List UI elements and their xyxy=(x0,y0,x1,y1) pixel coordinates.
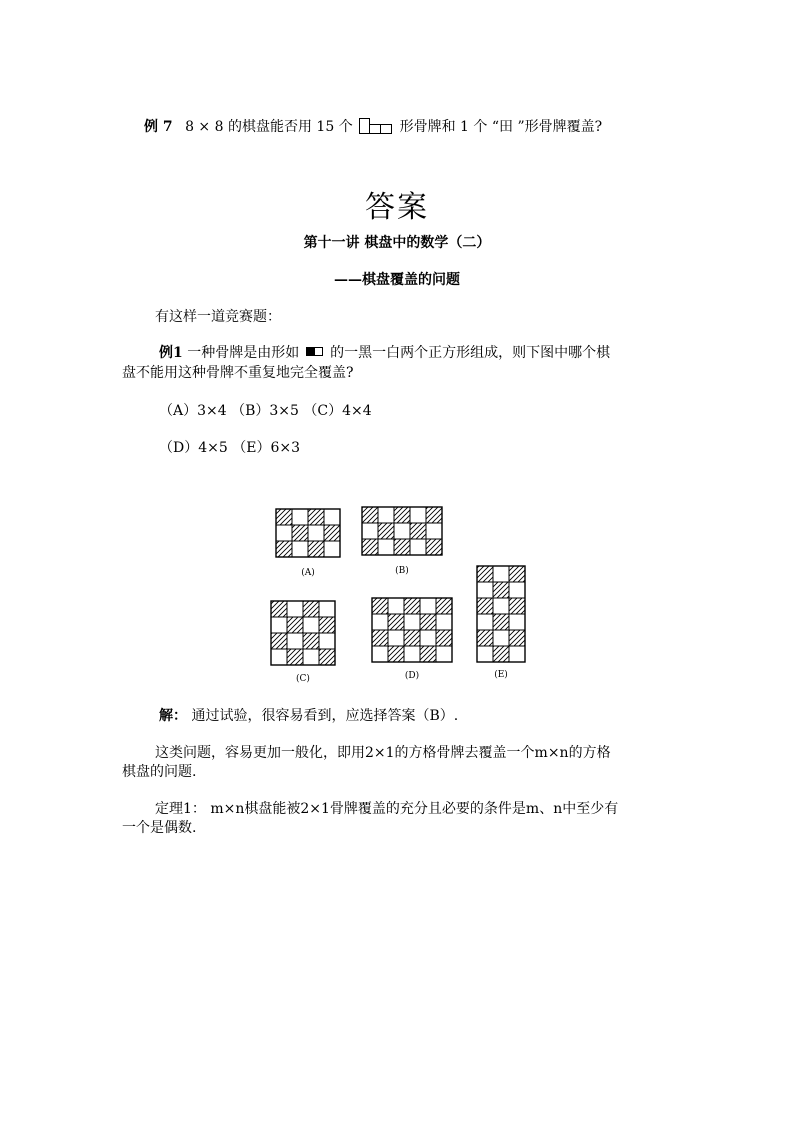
board-cell xyxy=(271,617,287,633)
board-cell xyxy=(404,630,420,646)
board-cell xyxy=(436,630,452,646)
board-border xyxy=(362,507,442,555)
board-cell xyxy=(410,539,426,555)
board-cell xyxy=(436,614,452,630)
board-cell xyxy=(426,507,442,523)
board-cell xyxy=(493,582,509,598)
board-cell xyxy=(477,614,493,630)
board-cell xyxy=(292,509,308,525)
board-cell xyxy=(404,614,420,630)
board-border xyxy=(276,509,340,557)
board-cell xyxy=(378,523,394,539)
board-caption: (B) xyxy=(395,566,409,576)
board-cell xyxy=(477,598,493,614)
board-cell xyxy=(276,509,292,525)
board-cell xyxy=(388,598,404,614)
intro-text: 有这样一道竞赛题： xyxy=(155,309,281,325)
checkerboard-e xyxy=(477,566,525,680)
board-cell xyxy=(493,566,509,582)
board-cell xyxy=(509,614,525,630)
board-cell xyxy=(509,630,525,646)
board-cell xyxy=(271,601,287,617)
board-cell xyxy=(287,649,303,665)
board-cell xyxy=(362,507,378,523)
board-cell xyxy=(388,646,404,662)
board-cell xyxy=(319,617,335,633)
example-7-text-after: 形骨牌和 1 个 “田 ”形骨牌覆盖? xyxy=(399,119,603,135)
board-border xyxy=(271,601,335,665)
board-cell xyxy=(372,598,388,614)
board-cell xyxy=(287,601,303,617)
board-cell xyxy=(493,614,509,630)
lecture-title: 第十一讲 棋盘中的数学（二） xyxy=(303,235,491,251)
board-cell xyxy=(394,523,410,539)
board-cell xyxy=(378,539,394,555)
board-cell xyxy=(372,614,388,630)
example-1 xyxy=(159,342,610,362)
board-cell xyxy=(493,630,509,646)
generalize-line-2: 棋盘的问题. xyxy=(122,764,197,780)
board-cell xyxy=(308,525,324,541)
board-cell xyxy=(378,507,394,523)
example-7 xyxy=(144,116,602,136)
board-caption: (D) xyxy=(404,671,420,681)
board-cell xyxy=(426,523,442,539)
board-cell xyxy=(509,598,525,614)
board-cell xyxy=(308,509,324,525)
checkerboard-b xyxy=(362,507,442,576)
board-cell xyxy=(477,582,493,598)
checkerboard-a xyxy=(276,509,340,578)
board-cell xyxy=(324,509,340,525)
solution-text: 通过试验，很容易看到，应选择答案（B）. xyxy=(191,708,459,724)
example-7-label: 例 7 xyxy=(144,119,173,135)
board-cell xyxy=(362,523,378,539)
board-cell xyxy=(477,646,493,662)
board-cell xyxy=(372,630,388,646)
board-cell xyxy=(436,598,452,614)
solution-label: 解： xyxy=(159,708,187,724)
board-cell xyxy=(271,633,287,649)
board-cell xyxy=(420,614,436,630)
board-cell xyxy=(420,646,436,662)
board-cell xyxy=(477,630,493,646)
board-cell xyxy=(292,541,308,557)
board-cell xyxy=(276,541,292,557)
board-cell xyxy=(493,598,509,614)
board-caption: (E) xyxy=(494,670,508,680)
board-cell xyxy=(287,617,303,633)
board-cell xyxy=(303,617,319,633)
board-cell xyxy=(372,646,388,662)
board-cell xyxy=(388,630,404,646)
board-cell xyxy=(303,633,319,649)
example-1-text-after: 的一黑一白两个正方形组成，则下图中哪个棋 xyxy=(330,345,611,361)
example-1-line-2: 盘不能用这种骨牌不重复地完全覆盖? xyxy=(122,365,354,381)
theorem-line-2: 一个是偶数. xyxy=(122,820,197,836)
solution xyxy=(159,705,458,725)
example-7-text: 8 × 8 的棋盘能否用 15 个 xyxy=(185,119,353,135)
board-cell xyxy=(426,539,442,555)
theorem-line-1: 定理1： m×n棋盘能被2×1骨牌覆盖的充分且必要的条件是m、n中至少有 xyxy=(155,801,619,817)
answer-heading: 答案 xyxy=(365,190,429,225)
board-cell xyxy=(420,630,436,646)
board-cell xyxy=(509,566,525,582)
board-cell xyxy=(324,525,340,541)
board-cell xyxy=(271,649,287,665)
board-cell xyxy=(509,646,525,662)
board-cell xyxy=(493,646,509,662)
board-cell xyxy=(362,539,378,555)
domino-black-white-icon xyxy=(306,347,324,357)
example-1-text: 一种骨牌是由形如 xyxy=(187,345,300,361)
board-cell xyxy=(388,614,404,630)
board-cell xyxy=(324,541,340,557)
board-cell xyxy=(509,582,525,598)
board-cell xyxy=(319,649,335,665)
board-cell xyxy=(436,646,452,662)
generalize-line-1: 这类问题，容易更加一般化，即用2×1的方格骨牌去覆盖一个m×n的方格 xyxy=(155,745,611,761)
lecture-subtitle: ——棋盘覆盖的问题 xyxy=(334,272,460,288)
board-cell xyxy=(319,633,335,649)
options-line-1: （A）3×4 （B）3×5 （C）4×4 xyxy=(159,403,372,419)
board-cell xyxy=(394,539,410,555)
board-cell xyxy=(477,566,493,582)
board-cell xyxy=(404,598,420,614)
board-border xyxy=(372,598,452,662)
board-cell xyxy=(287,633,303,649)
board-cell xyxy=(394,507,410,523)
checkerboard-c xyxy=(271,601,335,684)
board-border xyxy=(477,566,525,662)
checkerboard-d xyxy=(372,598,452,681)
board-cell xyxy=(404,646,420,662)
board-cell xyxy=(303,601,319,617)
board-cell xyxy=(410,523,426,539)
board-cell xyxy=(303,649,319,665)
board-cell xyxy=(276,525,292,541)
options-line-2: （D）4×5 （E）6×3 xyxy=(159,440,300,456)
board-cell xyxy=(319,601,335,617)
board-cell xyxy=(410,507,426,523)
example-1-label: 例1 xyxy=(159,345,183,361)
board-cell xyxy=(292,525,308,541)
board-cell xyxy=(308,541,324,557)
board-caption: (A) xyxy=(301,568,315,578)
domino-1x3-icon xyxy=(359,118,393,134)
board-cell xyxy=(420,598,436,614)
board-caption: (C) xyxy=(296,674,310,684)
